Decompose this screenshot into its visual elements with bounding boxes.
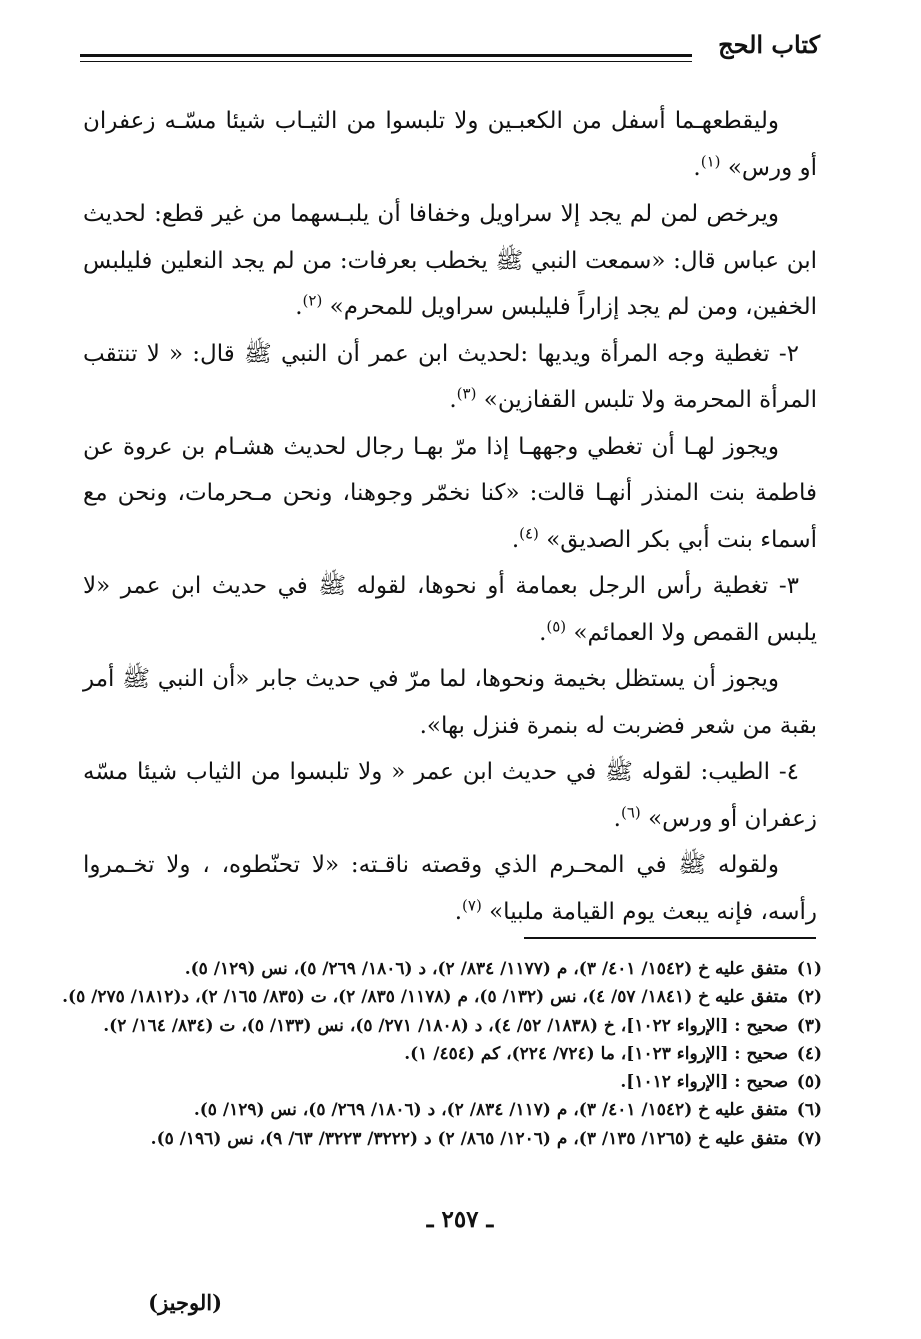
footnote-number: (١)	[796, 959, 822, 979]
footnote-reference: (٧)	[462, 895, 482, 914]
paragraph-text: ويجوز أن يستظل بخيمة ونحوها، لما مرّ في حديث جابر «أن النبي ﷺ أمر بقبة من شعر فضربت له بنمرة فنزل بها».	[83, 666, 817, 739]
paragraph-end-punctuation: .	[693, 154, 701, 181]
footnote-text: متفق عليه خ (١٢٦٥/ ١٣٥/ ٣)، م (١٢٠٦/ ٨٦٥/ ٢) د (٣٢٢٢/ ٣٢٢٣/ ٦٣/ ٩)، نس (١٩٦/ ٥).	[150, 1128, 788, 1149]
paragraph	[83, 842, 817, 935]
paragraph-end-punctuation: .	[449, 387, 457, 413]
footnote	[110, 1125, 822, 1153]
footnote	[110, 1068, 822, 1096]
numbered-paragraph	[83, 331, 817, 424]
footnote-number: (٤)	[796, 1043, 822, 1064]
footnote	[110, 955, 822, 983]
paragraph	[83, 98, 817, 191]
paragraph-end-punctuation: .	[295, 294, 303, 320]
footnote-reference: (١)	[700, 151, 721, 170]
footnote	[62, 983, 822, 1011]
footnotes	[62, 955, 822, 1153]
running-head	[80, 28, 820, 68]
footnote-number: (٣)	[796, 1015, 822, 1036]
paragraph	[83, 191, 817, 331]
chapter-title: كتاب الحج	[718, 30, 820, 59]
paragraph	[83, 424, 817, 564]
paragraph-text: ويجوز لهـا أن تغطي وجههـا إذا مرّ بهـا رجال لحديث هشـام بن عروة عن فاطمة بنت المنذر أنهـا قالت: «كنا نخمّر وجوهنا، ونحن مـحرمات، ونحن مع أسماء بنت أبي بكر الصديق»	[83, 433, 817, 553]
footnote-reference: (٦)	[620, 802, 641, 821]
footnote-text: صحيح : [الإرواء ١٠١٢].	[620, 1072, 788, 1093]
paragraph-text: وليقطعهـما أسفل من الكعبـين ولا تلبسوا من الثيـاب شيئا مسّـه زعفران أو ورس»	[83, 108, 817, 181]
paragraph-text: ٢- تغطية وجه المرأة ويديها :لحديث ابن عمر أن النبي ﷺ قال: « لا تنتقب المرأة المحرمة ولا تلبس القفازين»	[83, 340, 817, 413]
paragraph	[83, 656, 817, 749]
body-text	[83, 98, 817, 935]
numbered-paragraph	[83, 563, 817, 656]
footnote-text: متفق عليه خ (١٥٤٢/ ٤٠١/ ٣)، م (١١٧٧/ ٨٣٤/ ٢)، د (١٨٠٦/ ٢٦٩/ ٥)، نس (١٢٩/ ٥).	[184, 959, 788, 979]
header-rule	[80, 54, 692, 62]
paragraph-text: ٣- تغطية رأس الرجل بعمامة أو نحوها، لقوله ﷺ في حديث ابن عمر «لا يلبس القمص ولا العمائم»	[83, 573, 817, 646]
footnote-reference: (٢)	[302, 291, 323, 310]
footnote-text: صحيح : [الإرواء ١٠٢٢]، خ (١٨٣٨/ ٥٢/ ٤)، د (١٨٠٨/ ٢٧١/ ٥)، نس (١٣٣/ ٥)، ت (٨٣٤/ ١٦٤/ ٢).	[103, 1015, 788, 1036]
footnote-text: صحيح : [الإرواء ١٠٢٣]، ما (٧٢٤/ ٢٢٤)، كم (٤٥٤/ ١).	[404, 1043, 788, 1064]
footnote-number: (٢)	[796, 987, 822, 1008]
paragraph-text: ولقوله ﷺ في المحـرم الذي وقصته ناقـته: «لا تحنّطوه، ، ولا تخـمروا رأسه، فإنه يبعث يوم القيامة ملبيا»	[83, 852, 817, 925]
footnote	[110, 1096, 822, 1124]
footnote-number: (٧)	[796, 1128, 822, 1149]
footnote-text: متفق عليه خ (١٨٤١/ ٥٧/ ٤)، نس (١٣٢/ ٥)، م (١١٧٨/ ٨٣٥/ ٢)، ت (٨٣٥/ ١٦٥/ ٢)، د(١٨١٢/ ٢٧٥/ ٥).	[62, 987, 788, 1008]
footnote-text: متفق عليه خ (١٥٤٢/ ٤٠١/ ٣)، م (١١٧/ ٨٣٤/ ٢)، د (١٨٠٦/ ٢٦٩/ ٥)، نس (١٢٩/ ٥).	[193, 1100, 788, 1121]
paragraph-text: ويرخص لمن لم يجد إلا سراويل وخفافا أن يلبـسهما من غير قطع: لحديث ابن عباس قال: «سمعت النبي ﷺ يخطب بعرفات: من لم يجد النعلين فليلبس الخفين، ومن لم يجد إزاراً فليلبس سراويل للمحرم»	[83, 201, 817, 320]
paragraph-end-punctuation: .	[511, 526, 520, 553]
footnote-reference: (٤)	[519, 523, 539, 542]
paragraph-end-punctuation: .	[613, 805, 621, 832]
numbered-paragraph	[83, 749, 817, 842]
footnote-reference: (٥)	[546, 616, 567, 635]
paragraph-end-punctuation: .	[454, 898, 463, 925]
paragraph-text: ٤- الطيب: لقوله ﷺ في حديث ابن عمر « ولا تلبسوا من الثياب شيئا مسّه زعفران أو ورس»	[83, 759, 817, 832]
footnote-separator	[524, 937, 816, 939]
paragraph-end-punctuation: .	[539, 619, 547, 646]
book-title: (الوجيز)	[148, 1290, 222, 1315]
footnote	[103, 1012, 822, 1040]
footnote	[110, 1040, 822, 1068]
footnote-number: (٦)	[796, 1100, 822, 1121]
footnote-number: (٥)	[796, 1072, 822, 1093]
page-number: ـ ٢٥٧ ـ	[426, 1206, 494, 1233]
footnote-reference: (٣)	[456, 384, 477, 403]
